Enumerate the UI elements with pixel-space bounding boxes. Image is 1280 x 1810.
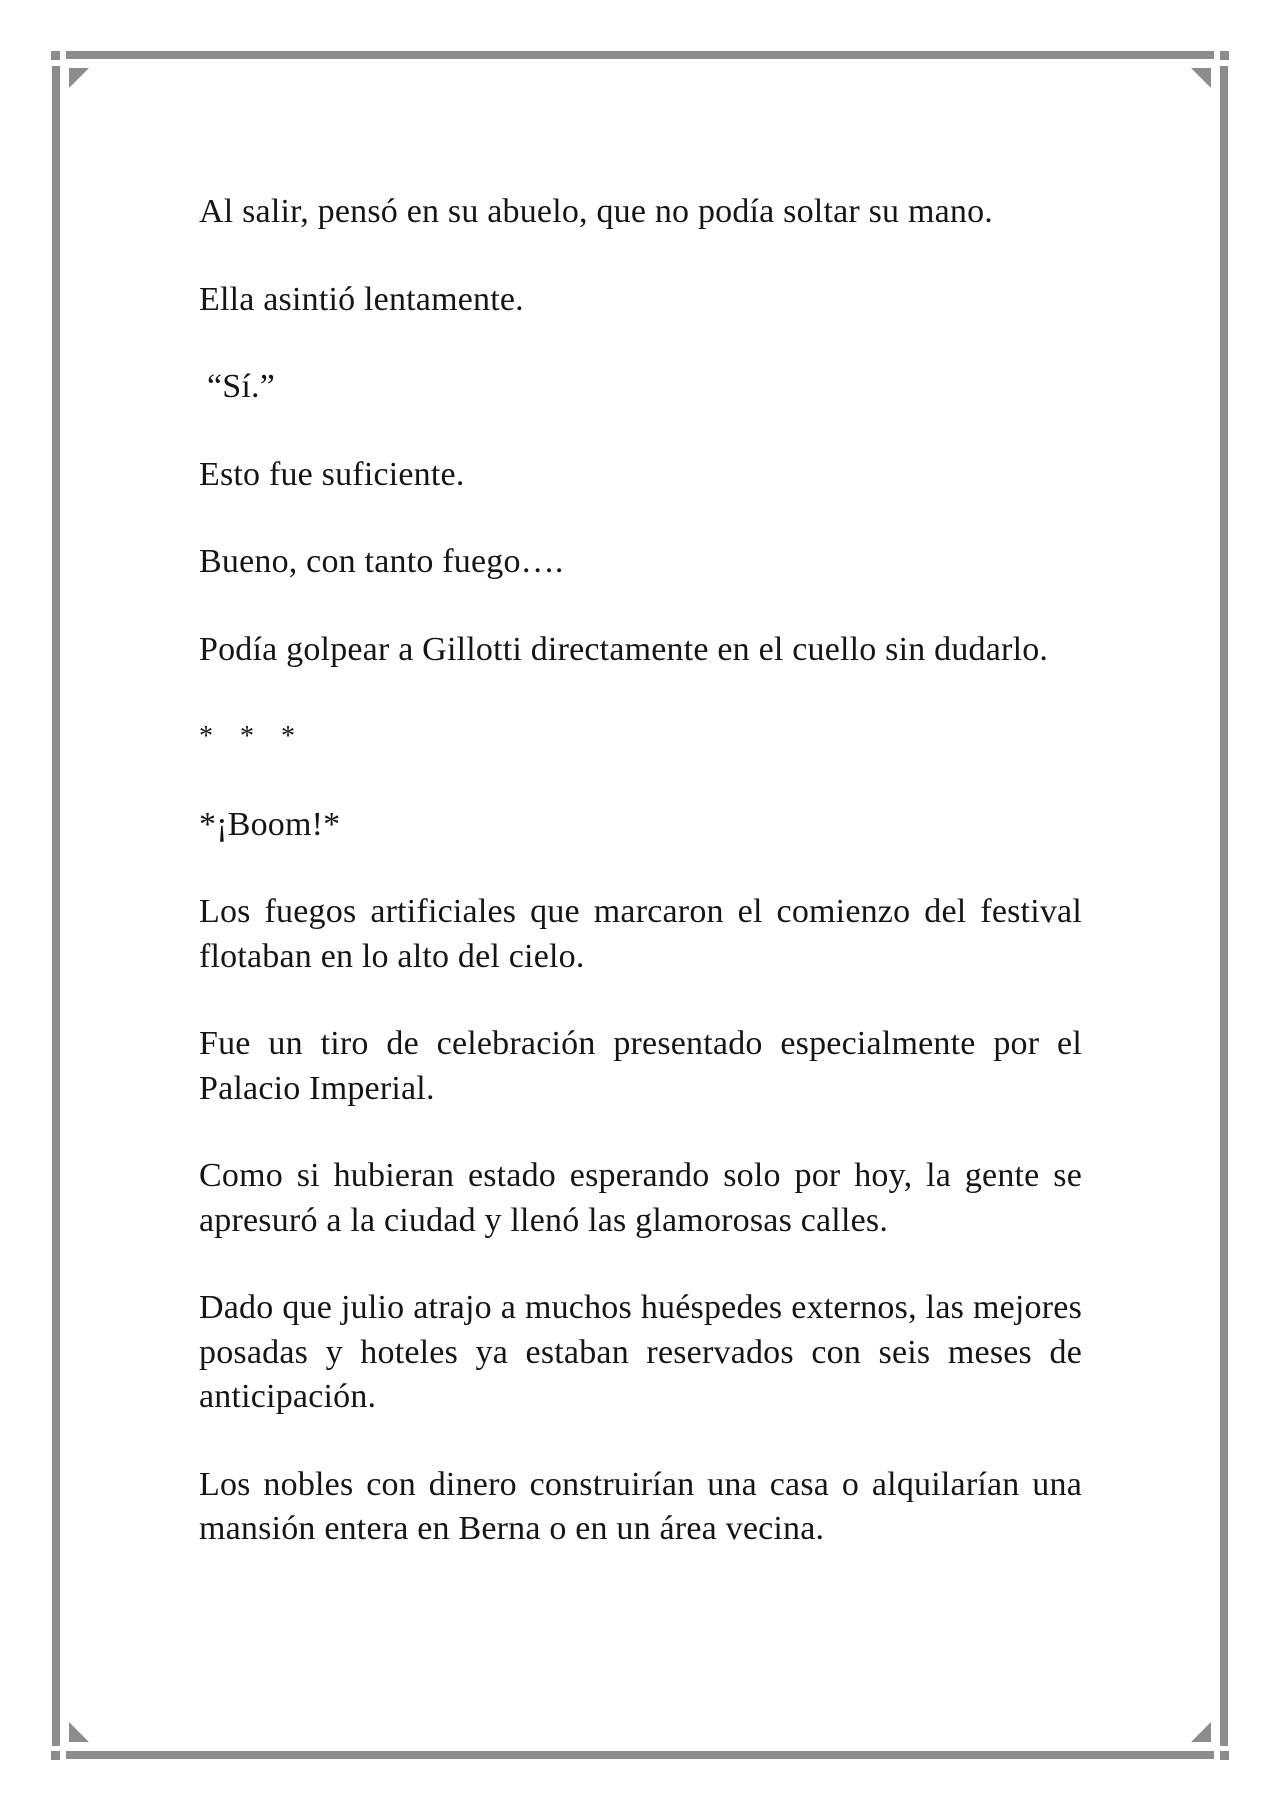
- paragraph: “Sí.”: [207, 368, 276, 405]
- paragraph: Como si hubieran estado esperando solo por hoy, la gente se apresuró a la ciudad y llenó las glamorosas calles.: [199, 1157, 1082, 1239]
- corner-square-bl: [51, 1751, 60, 1760]
- border-bottom: [66, 1751, 1214, 1759]
- corner-triangle-bl: [69, 1722, 89, 1742]
- paragraph: Dado que julio atrajo a muchos huéspedes externos, las mejores posadas y hoteles ya estaban reservados con seis meses de anticipación.: [199, 1289, 1082, 1415]
- corner-square-br: [1220, 1751, 1229, 1760]
- paragraph: Podía golpear a Gillotti directamente en el cuello sin dudarlo.: [199, 630, 1049, 668]
- border-top: [66, 51, 1214, 59]
- paragraph: *¡Boom!*: [199, 805, 341, 843]
- border-right: [1220, 66, 1228, 1746]
- paragraph: Bueno, con tanto fuego….: [199, 543, 564, 580]
- corner-square-tr: [1220, 51, 1229, 60]
- paragraph: Ella asintió lentamente.: [199, 280, 524, 318]
- paragraph: Al salir, pensó en su abuelo, que no podía soltar su mano.: [199, 193, 993, 230]
- corner-square-tl: [51, 51, 60, 60]
- corner-triangle-tl: [69, 68, 89, 88]
- paragraph: Los nobles con dinero construirían una casa o alquilarían una mansión entera en Berna o en un área vecina.: [199, 1465, 1082, 1547]
- corner-triangle-tr: [1191, 68, 1211, 88]
- border-left: [52, 66, 60, 1746]
- page-text: [199, 190, 1082, 1595]
- paragraph: Esto fue suficiente.: [199, 455, 465, 493]
- corner-triangle-br: [1191, 1722, 1211, 1742]
- paragraph: Fue un tiro de celebración presentado especialmente por el Palacio Imperial.: [199, 1025, 1082, 1107]
- paragraph: Los fuegos artificiales que marcaron el comienzo del festival flotaban en lo alto del cielo.: [199, 893, 1082, 975]
- scene-separator: * * *: [199, 721, 305, 752]
